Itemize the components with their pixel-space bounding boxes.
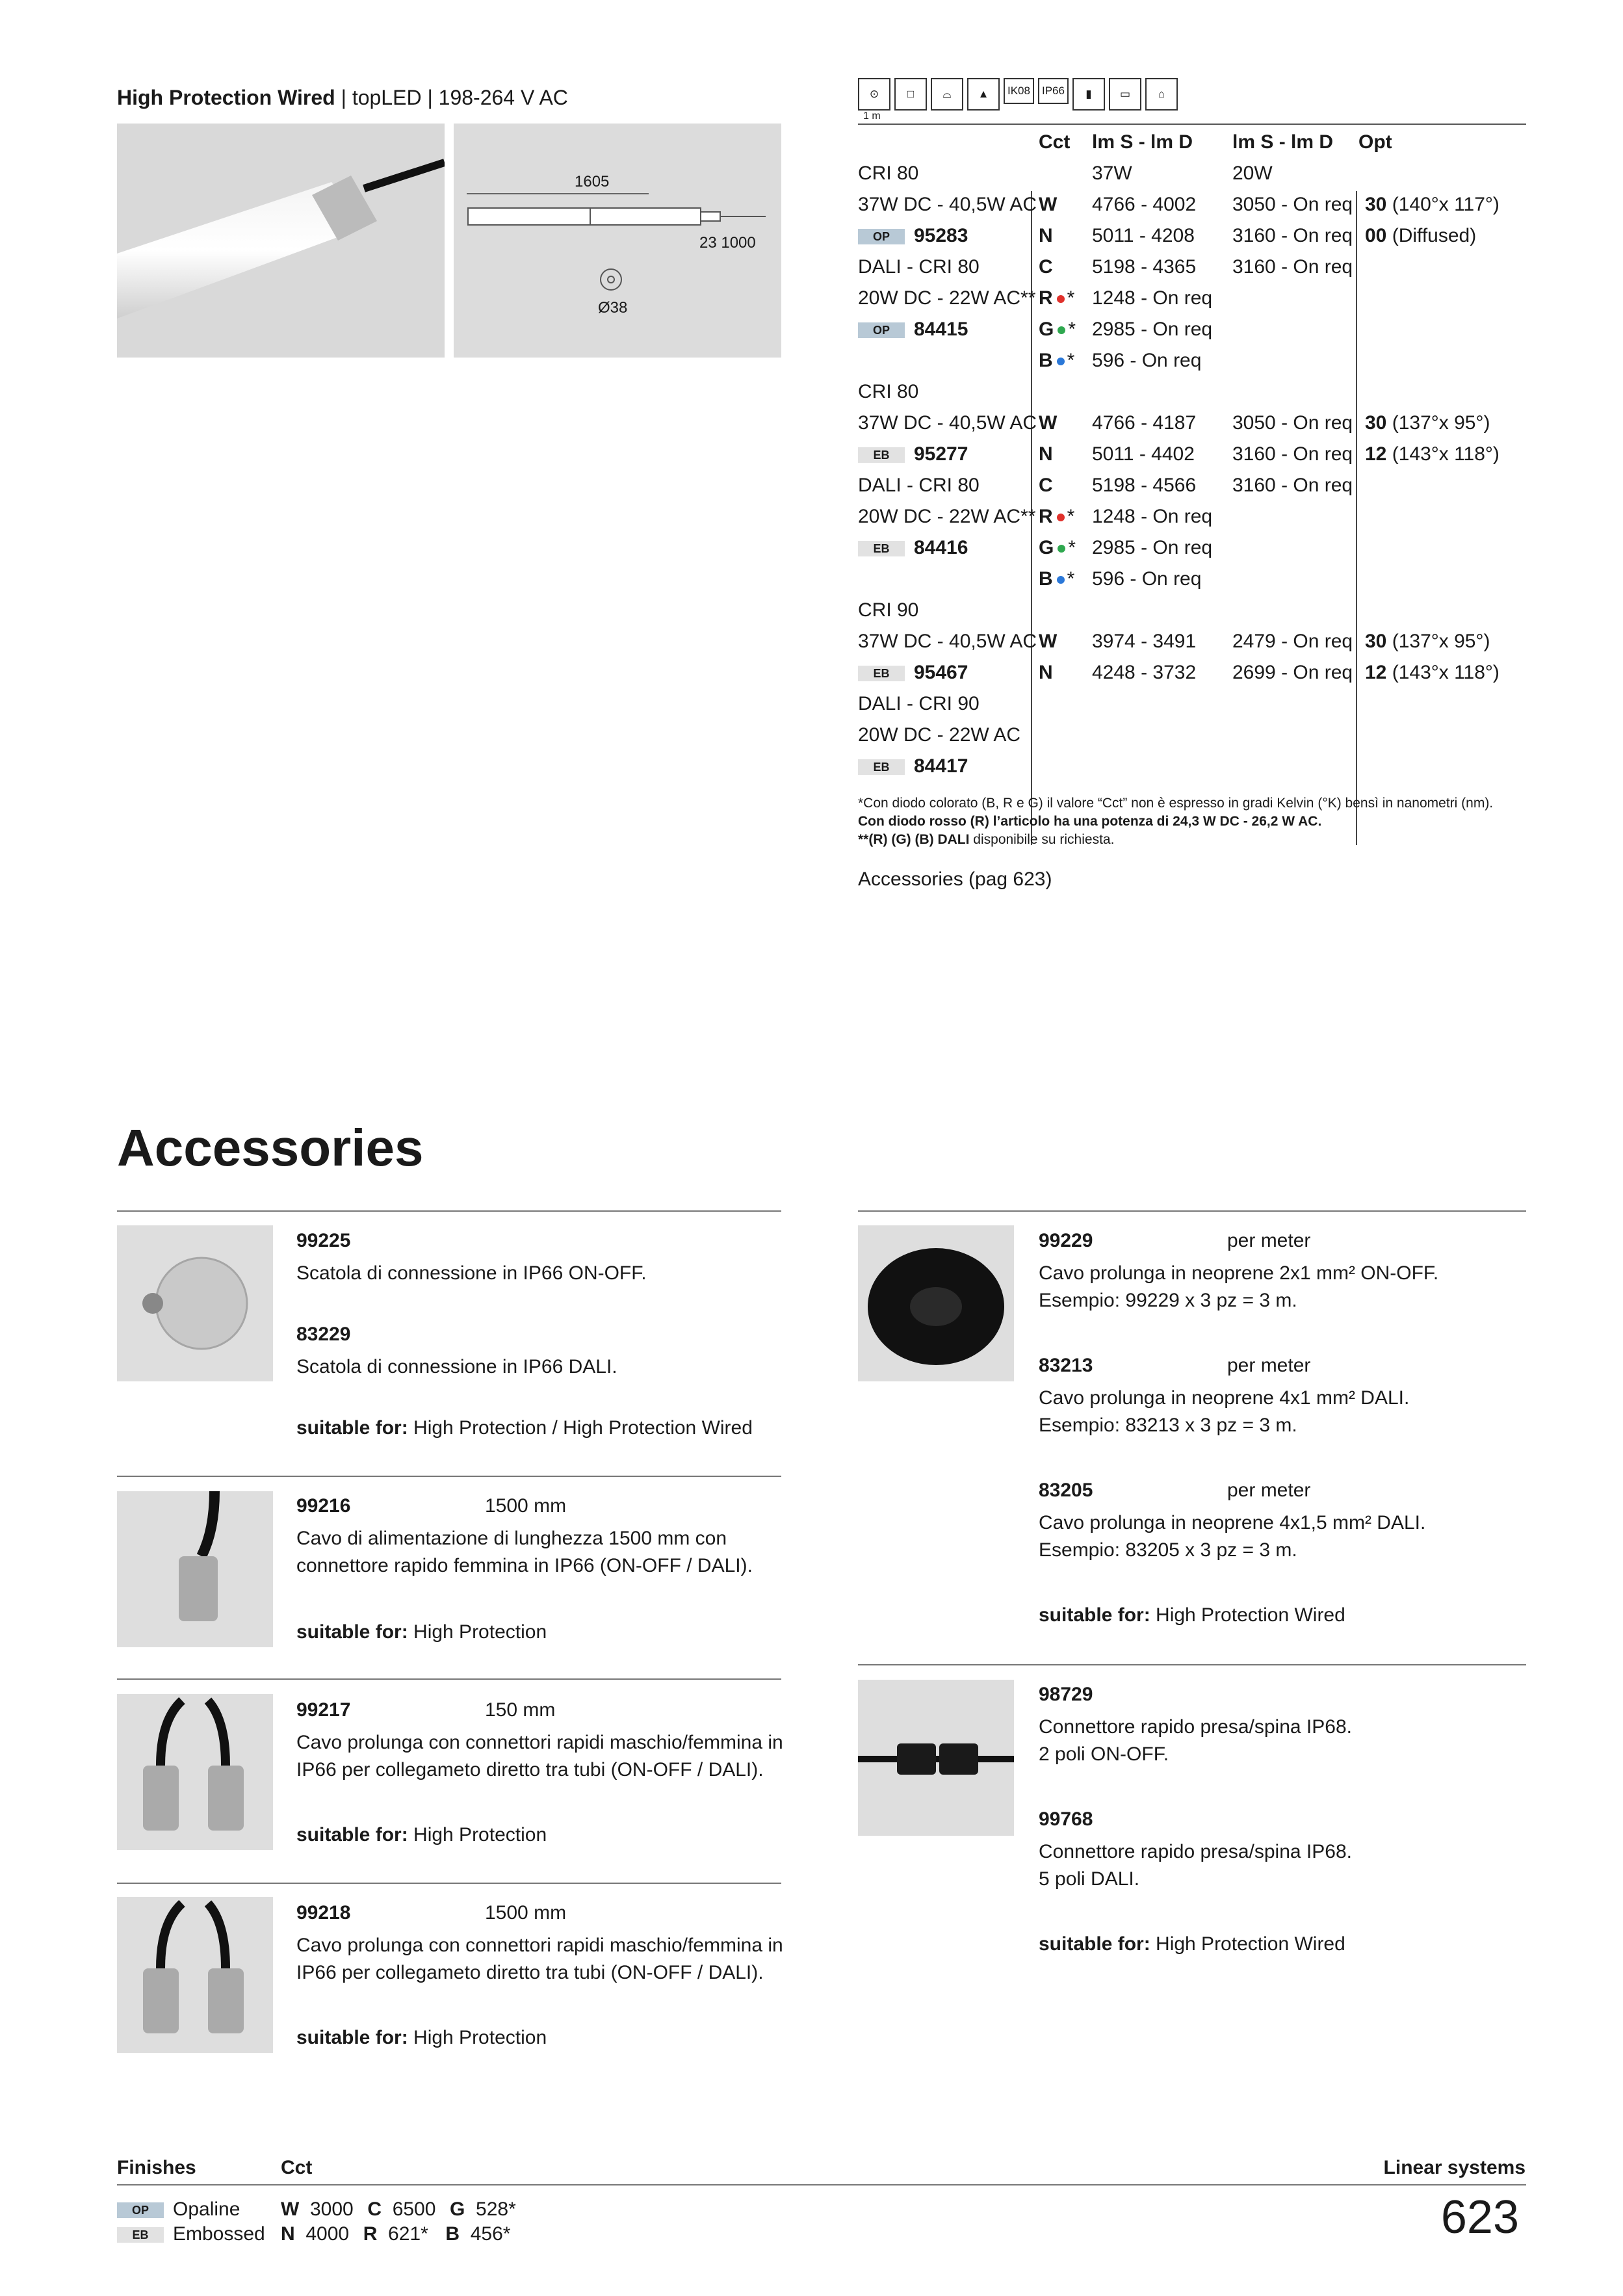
lm-cell: 5011 - 4208 xyxy=(1092,225,1195,246)
surface-mount-icon: ⌓ xyxy=(931,78,963,111)
cct-value: 528* xyxy=(476,2198,516,2220)
accessory-desc: Scatola di connessione in IP66 ON-OFF. xyxy=(296,1262,647,1284)
desc-line: Cavo prolunga in neoprene 4x1 mm² DALI. xyxy=(1039,1387,1410,1409)
accessory-unit: per meter xyxy=(1227,1480,1311,1501)
accessory-desc xyxy=(1039,1714,1520,1768)
group-power-dali: 20W DC - 22W AC** xyxy=(858,287,1036,309)
rgb-cct-cell: G * xyxy=(1039,319,1076,340)
col-lm-20w: lm S - lm D xyxy=(1232,131,1334,153)
group-cri: CRI 80 xyxy=(858,163,919,184)
suitable-for xyxy=(1039,1931,1345,1958)
spec-icons xyxy=(858,78,1178,111)
accessory-desc: Cavo prolunga con connettori rapidi maschio/femmina in IP66 per collegameto diretto tra tubi (ON-OFF / DALI). xyxy=(296,1732,783,1781)
scale-label: 1 m xyxy=(863,111,881,122)
page-title xyxy=(117,86,568,110)
green-dot-icon xyxy=(1058,326,1065,334)
lm-cell: 3160 - On req xyxy=(1232,443,1353,465)
lm-cell: 596 - On req xyxy=(1092,568,1202,590)
accessory-code: 99218 xyxy=(296,1902,351,1924)
finish-badge: EB xyxy=(117,2227,164,2243)
accessory-image xyxy=(858,1225,1014,1381)
product-code: 95283 xyxy=(914,225,968,246)
example-line: 5 poli DALI. xyxy=(1039,1868,1140,1890)
example-line: Esempio: 99229 x 3 pz = 3 m. xyxy=(1039,1290,1297,1311)
drawing-diameter: Ø38 xyxy=(598,299,628,317)
group-code xyxy=(858,316,968,347)
wall-icon: ⌂ xyxy=(1145,78,1178,111)
suitable-label: suitable for: xyxy=(296,1417,408,1439)
lm-cell: 3050 - On req xyxy=(1232,194,1353,215)
suitable-for xyxy=(1039,1602,1345,1629)
cct-key: C xyxy=(367,2198,382,2220)
group-code xyxy=(858,222,968,254)
cct-cell: W xyxy=(1039,412,1058,434)
accessory-code: 99217 xyxy=(296,1699,351,1721)
accessory-image xyxy=(117,1694,273,1850)
product-code: 95467 xyxy=(914,662,968,683)
accessory-code: 83229 xyxy=(296,1324,351,1345)
finish-name: Embossed xyxy=(173,2223,265,2245)
group-cri: CRI 80 xyxy=(858,381,919,402)
opt-code: 00 xyxy=(1365,225,1387,246)
technical-drawing xyxy=(454,124,781,358)
product-code: 84415 xyxy=(914,319,968,340)
opt-code: 30 xyxy=(1365,194,1387,215)
lm-cell: 1248 - On req xyxy=(1092,287,1213,309)
accessory-desc xyxy=(1039,1509,1520,1564)
opt-angle: (143°x 118°) xyxy=(1392,662,1500,683)
section-label: Linear systems xyxy=(1383,2157,1526,2178)
opt-code: 30 xyxy=(1365,631,1387,652)
opt-cell xyxy=(1365,659,1500,690)
lm-cell: 2985 - On req xyxy=(1092,319,1213,340)
lm-cell: 3160 - On req xyxy=(1232,256,1353,278)
suitable-for xyxy=(296,1619,547,1646)
cct-key: W xyxy=(281,2198,300,2220)
col-divider xyxy=(1356,191,1357,845)
product-subtitle: | topLED | 198-264 V AC xyxy=(335,86,568,109)
lm-cell: 3050 - On req xyxy=(1232,412,1353,434)
lm-cell: 2479 - On req xyxy=(1232,631,1353,652)
opt-angle: (143°x 118°) xyxy=(1392,443,1500,465)
desc-line: Connettore rapido presa/spina IP68. xyxy=(1039,1716,1352,1738)
product-photo xyxy=(117,124,445,358)
header-20w: 20W xyxy=(1232,163,1273,184)
cct-key: B xyxy=(445,2223,460,2245)
finish-badge: EB xyxy=(858,541,905,556)
lm-cell: 5198 - 4566 xyxy=(1092,475,1197,496)
product-code: 84417 xyxy=(914,755,968,777)
group-dali: DALI - CRI 90 xyxy=(858,693,980,714)
footer-rule xyxy=(117,2184,1526,2185)
class-icon: ⊙ xyxy=(858,78,890,111)
finish-embossed xyxy=(117,2223,265,2245)
cct-key: N xyxy=(281,2223,295,2245)
finish-badge: OP xyxy=(858,229,905,244)
lm-cell: 4766 - 4002 xyxy=(1092,194,1197,215)
cct-cell: C xyxy=(1039,475,1053,496)
accessory-code: 99216 xyxy=(296,1495,351,1517)
finish-badge: EB xyxy=(858,666,905,681)
example-line: Esempio: 83213 x 3 pz = 3 m. xyxy=(1039,1415,1297,1436)
header-37w: 37W xyxy=(1092,163,1132,184)
example-line: 2 poli ON-OFF. xyxy=(1039,1743,1169,1765)
opt-angle: (137°x 95°) xyxy=(1392,631,1490,652)
table-top-rule xyxy=(858,124,1526,125)
divider xyxy=(858,1210,1526,1212)
group-power: 37W DC - 40,5W AC xyxy=(858,194,1037,215)
cct-letter: G xyxy=(1039,537,1054,558)
finish-badge: EB xyxy=(858,447,905,463)
cct-cell: N xyxy=(1039,662,1053,683)
desc-line: Connettore rapido presa/spina IP68. xyxy=(1039,1841,1352,1862)
accessory-image xyxy=(117,1897,273,2053)
lm-cell: 2985 - On req xyxy=(1092,537,1213,558)
finishes-label: Finishes xyxy=(117,2157,196,2178)
col-cct: Cct xyxy=(1039,131,1071,153)
insulation-icon: □ xyxy=(894,78,927,111)
ip-rating-icon: IP66 xyxy=(1038,78,1069,104)
opt-angle: (Diffused) xyxy=(1392,225,1477,246)
opt-angle: (137°x 95°) xyxy=(1392,412,1490,434)
lm-cell: 2699 - On req xyxy=(1232,662,1353,683)
product-code: 95277 xyxy=(914,443,968,465)
group-dali: DALI - CRI 80 xyxy=(858,256,980,278)
rgb-cct-cell: R * xyxy=(1039,506,1075,527)
cct-letter: R xyxy=(1039,506,1053,527)
cct-value: 456* xyxy=(470,2223,511,2245)
opt-cell xyxy=(1365,222,1476,254)
desc-line: Cavo prolunga in neoprene 2x1 mm² ON-OFF. xyxy=(1039,1262,1439,1284)
drawing-length: 1605 xyxy=(575,173,610,190)
lm-cell: 5198 - 4365 xyxy=(1092,256,1197,278)
accessory-desc xyxy=(1039,1838,1520,1893)
divider xyxy=(858,1664,1526,1665)
red-dot-icon xyxy=(1057,514,1065,521)
accessory-code: 83205 xyxy=(1039,1480,1093,1501)
ceiling-icon: ▭ xyxy=(1109,78,1141,111)
blue-dot-icon xyxy=(1057,576,1065,584)
group-power-dali: 20W DC - 22W AC xyxy=(858,724,1021,746)
rgb-cct-cell: R * xyxy=(1039,287,1075,309)
lm-cell: 596 - On req xyxy=(1092,350,1202,371)
accessory-unit: per meter xyxy=(1227,1230,1311,1251)
lm-cell: 4766 - 4187 xyxy=(1092,412,1197,434)
cable-icon: ▮ xyxy=(1072,78,1105,111)
suitable-for xyxy=(296,2024,547,2052)
col-lm-37w: lm S - lm D xyxy=(1092,131,1193,153)
drawing-cable: 23 1000 xyxy=(699,234,756,252)
suitable-label: suitable for: xyxy=(296,1621,408,1643)
opt-code: 12 xyxy=(1365,662,1387,683)
suitable-value: High Protection Wired xyxy=(1150,1933,1345,1955)
page-number: 623 xyxy=(1440,2191,1519,2243)
rgb-cct-cell: B * xyxy=(1039,568,1075,590)
finish-badge: EB xyxy=(858,759,905,775)
accessory-image xyxy=(117,1491,273,1647)
cct-cell: C xyxy=(1039,256,1053,278)
cct-letter: B xyxy=(1039,568,1053,590)
group-power-dali: 20W DC - 22W AC** xyxy=(858,506,1036,527)
accessory-length: 1500 mm xyxy=(485,1495,567,1517)
opt-cell xyxy=(1365,191,1500,222)
note-3-rest: disponibile su richiesta. xyxy=(969,832,1115,847)
group-code xyxy=(858,753,968,784)
accessory-code: 98729 xyxy=(1039,1684,1093,1705)
accessory-image xyxy=(858,1680,1014,1836)
suitable-label: suitable for: xyxy=(296,2027,408,2048)
cct-cell: N xyxy=(1039,443,1053,465)
group-power: 37W DC - 40,5W AC xyxy=(858,631,1037,652)
finish-badge: OP xyxy=(117,2202,164,2218)
product-name: High Protection Wired xyxy=(117,86,335,109)
opt-code: 30 xyxy=(1365,412,1387,434)
cct-value: 4000 xyxy=(305,2223,350,2245)
accessory-desc xyxy=(1039,1260,1520,1314)
accessory-desc: Cavo prolunga con connettori rapidi maschio/femmina in IP66 per collegameto diretto tra tubi (ON-OFF / DALI). xyxy=(296,1935,783,1983)
accessories-link[interactable]: Accessories (pag 623) xyxy=(858,868,1052,890)
lm-cell: 4248 - 3732 xyxy=(1092,662,1197,683)
finish-badge: OP xyxy=(858,322,905,338)
group-code xyxy=(858,441,968,472)
suitable-value: High Protection xyxy=(408,1824,547,1846)
opt-cell xyxy=(1365,441,1500,472)
esd-icon: ▲ xyxy=(967,78,1000,111)
cct-cell: W xyxy=(1039,194,1058,215)
accessory-code: 99768 xyxy=(1039,1808,1093,1830)
note-3-bold: **(R) (G) (B) DALI xyxy=(858,832,970,847)
product-code: 84416 xyxy=(914,537,968,558)
group-power: 37W DC - 40,5W AC xyxy=(858,412,1037,434)
note-2: Con diodo rosso (R) l’articolo ha una potenza di 24,3 W DC - 26,2 W AC. xyxy=(858,814,1322,829)
finish-name: Opaline xyxy=(173,2198,240,2220)
accessory-unit: per meter xyxy=(1227,1355,1311,1376)
suitable-label: suitable for: xyxy=(296,1824,408,1846)
cct-line-2 xyxy=(281,2223,510,2245)
rgb-cct-cell: G * xyxy=(1039,537,1076,558)
divider xyxy=(117,1883,781,1884)
cct-key: R xyxy=(363,2223,378,2245)
cct-label: Cct xyxy=(281,2157,313,2178)
group-cri: CRI 90 xyxy=(858,599,919,621)
finish-opaline xyxy=(117,2198,240,2221)
cct-letter: B xyxy=(1039,350,1053,371)
cct-value: 621* xyxy=(388,2223,428,2245)
lm-cell: 3974 - 3491 xyxy=(1092,631,1197,652)
example-line: Esempio: 83205 x 3 pz = 3 m. xyxy=(1039,1539,1297,1561)
opt-angle: (140°x 117°) xyxy=(1392,194,1500,215)
desc-line: Cavo prolunga in neoprene 4x1,5 mm² DALI. xyxy=(1039,1512,1426,1533)
accessory-code: 99229 xyxy=(1039,1230,1093,1251)
cct-letter: G xyxy=(1039,319,1054,340)
cct-value: 6500 xyxy=(392,2198,436,2220)
accessories-heading: Accessories xyxy=(117,1119,424,1177)
accessory-image xyxy=(117,1225,273,1381)
suitable-value: High Protection Wired xyxy=(1150,1604,1345,1626)
divider xyxy=(117,1210,781,1212)
accessory-length: 1500 mm xyxy=(485,1902,567,1924)
table-notes xyxy=(858,794,1493,849)
cct-line-1 xyxy=(281,2198,516,2221)
blue-dot-icon xyxy=(1057,358,1065,365)
divider xyxy=(117,1476,781,1477)
group-dali: DALI - CRI 80 xyxy=(858,475,980,496)
group-code xyxy=(858,659,968,690)
rgb-cct-cell: B * xyxy=(1039,350,1075,371)
note-3 xyxy=(858,831,1493,849)
green-dot-icon xyxy=(1058,545,1065,553)
cct-cell: W xyxy=(1039,631,1058,652)
accessory-desc: Cavo di alimentazione di lunghezza 1500 mm con connettore rapido femmina in IP66 (ON-OFF / DALI). xyxy=(296,1528,753,1576)
accessory-code: 83213 xyxy=(1039,1355,1093,1376)
suitable-value: High Protection / High Protection Wired xyxy=(408,1417,753,1439)
divider xyxy=(117,1678,781,1680)
accessory-code: 99225 xyxy=(296,1230,351,1251)
cct-letter: R xyxy=(1039,287,1053,309)
lm-cell: 3160 - On req xyxy=(1232,475,1353,496)
suitable-value: High Protection xyxy=(408,1621,547,1643)
cct-value: 3000 xyxy=(310,2198,354,2220)
opt-cell xyxy=(1365,628,1490,659)
cct-key: G xyxy=(450,2198,465,2220)
suitable-label: suitable for: xyxy=(1039,1604,1150,1626)
accessory-desc: Scatola di connessione in IP66 DALI. xyxy=(296,1356,617,1377)
red-dot-icon xyxy=(1057,295,1065,303)
opt-cell xyxy=(1365,410,1490,441)
col-opt: Opt xyxy=(1358,131,1392,153)
suitable-for xyxy=(296,1415,753,1442)
cct-cell: N xyxy=(1039,225,1053,246)
accessory-desc xyxy=(1039,1385,1520,1439)
note-1: *Con diodo colorato (B, R e G) il valore “Cct” non è espresso in gradi Kelvin (°K) bensì in nanometri (nm). xyxy=(858,796,1494,811)
suitable-label: suitable for: xyxy=(1039,1933,1150,1955)
opt-code: 12 xyxy=(1365,443,1387,465)
lm-cell: 1248 - On req xyxy=(1092,506,1213,527)
accessory-length: 150 mm xyxy=(485,1699,556,1721)
suitable-for xyxy=(296,1821,547,1849)
lm-cell: 5011 - 4402 xyxy=(1092,443,1195,465)
ik-rating-icon: IK08 xyxy=(1004,78,1034,104)
group-code xyxy=(858,534,968,566)
lm-cell: 3160 - On req xyxy=(1232,225,1353,246)
suitable-value: High Protection xyxy=(408,2027,547,2048)
